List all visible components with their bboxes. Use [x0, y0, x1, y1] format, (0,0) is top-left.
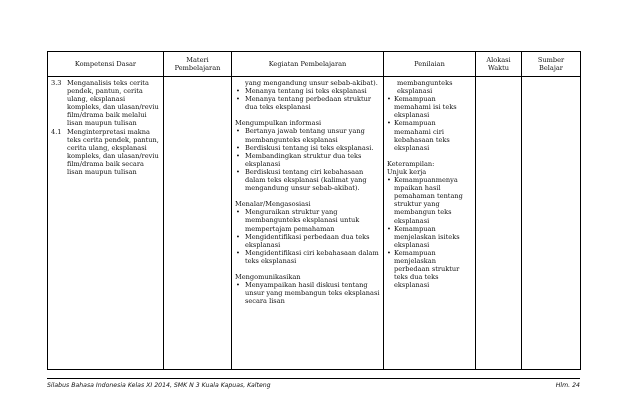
kompetensi-item: 3.3 Menganalisis teks cerita pendek, pantun, cerita ulang, eksplanasi kompleks, dan ulasan/reviu film/drama baik melalui lisan maupun tulisan [51, 79, 159, 128]
page-footer [47, 378, 580, 391]
footer-title: Silabus Bahasa Indonesia Kelas XI 2014, SMK N 3 Kuala Kapuas, Kalteng [47, 382, 271, 389]
kegiatan-continuation: yang mengandung unsur sebab-akibat). [245, 79, 378, 87]
section-title: Mengumpulkan informasi [235, 119, 322, 128]
list-item: • Menanya tentang perbedaan struktur dua teks eksplanasi [235, 95, 380, 111]
list-item: • Kemampuan menjelaskan isiteks eksplanasi [387, 225, 472, 249]
cell-sumber [522, 77, 581, 370]
list-item: • Kemampuan memahami isi teks eksplanasi [387, 95, 472, 119]
cell-kegiatan [232, 77, 384, 370]
kompetensi-item: 4.1 Menginterpretasi makna teks cerita pendek, pantun, cerita ulang, eksplanasi kompleks, dan ulasan/reviu film/drama baik secara lisan maupun tulisan [51, 127, 159, 177]
section-subtitle: Unjuk kerja [387, 167, 427, 176]
list-item: • Bertanya jawab tentang unsur yang membangunteks eksplanasi [235, 127, 380, 143]
section-title: Mengomunikasikan [235, 272, 301, 281]
list-item: • Menguraikan struktur yang membanguntеks eksplanasi untuk mempertajam pemahaman [235, 208, 380, 232]
header-alokasi: Alokasi Waktu [476, 52, 522, 77]
penilaian-continuation: membanguntеks eksplanasi [397, 79, 453, 96]
header-materi: Materi Pembelajaran [164, 52, 232, 77]
list-item: • Kemampuan menjelaskan perbedaan struktur teks dua teks eksplanasi [387, 249, 472, 289]
section-title: Keterampilan: [387, 159, 435, 168]
section-title: Menalar/Mengasosiasi [235, 200, 311, 209]
header-penilaian: Penilaian [384, 52, 476, 77]
list-item: • Menanya tentang isi teks eksplanasi [235, 87, 380, 95]
cell-materi [164, 77, 232, 370]
cell-kompetensi [48, 77, 164, 370]
list-item: • Mengidentifikasi ciri kebahasaan dalam teks eksplanasi [235, 249, 380, 265]
list-item: • Kemampuan memahami ciri kebahasaan teks eksplanasi [387, 119, 472, 151]
table-header-row [48, 52, 581, 77]
header-kegiatan: Kegiatan Pembelajaran [232, 52, 384, 77]
list-item: • Membandingkan struktur dua teks eksplanasi [235, 152, 380, 168]
list-item: • Mengidentifikasi perbedaan dua teks eksplanasi [235, 233, 380, 249]
syllabus-table [47, 51, 581, 370]
list-item: • Kemampuanmenya mpaikan hasil pemahaman tentang struktur yang membangun teks eksplanasi [387, 176, 472, 225]
cell-alokasi [476, 77, 522, 370]
list-item: • Berdiskusi tentang isi teks eksplanasi. [235, 144, 380, 152]
cell-penilaian [384, 77, 476, 370]
page-number: Hlm. 24 [555, 382, 580, 389]
header-kompetensi: Kompetensi Dasar [48, 52, 164, 77]
header-sumber: Sumber Belajar [522, 52, 581, 77]
list-item: • Berdiskusi tentang ciri kebahasaan dalam teks eksplanasi (kalimat yang mengandung unsur sebab-akibat). [235, 168, 380, 192]
table-row [48, 77, 581, 370]
list-item: • Menyampaikan hasil diskusi tentang unsur yang membangun teks eksplanasi secara lisan [235, 281, 380, 305]
